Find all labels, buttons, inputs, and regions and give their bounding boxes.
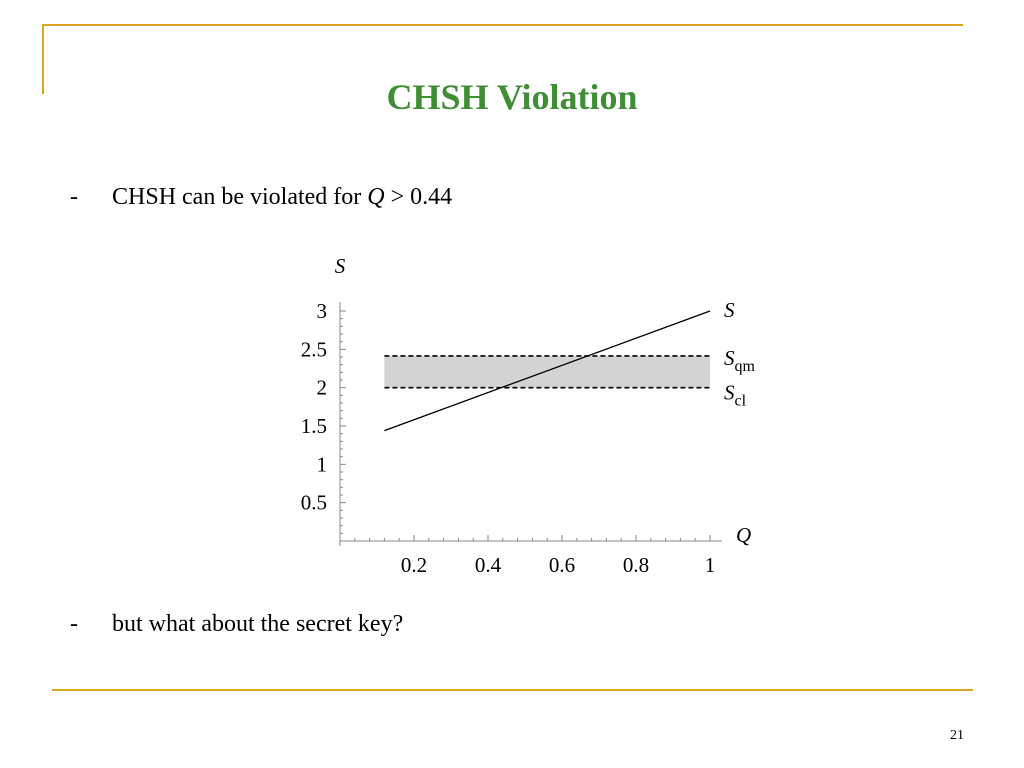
slide-title: CHSH Violation <box>386 77 638 117</box>
y-tick-label: 0.5 <box>300 490 327 515</box>
y-axis-label: S <box>334 254 346 278</box>
bullet-text: but what about the secret key? <box>112 611 404 637</box>
shaded-band <box>384 356 710 388</box>
band-label-qm: $S_{qm}$ <box>724 345 755 375</box>
series-label-S: S <box>724 298 735 322</box>
y-tick-label: 1.5 <box>300 414 327 438</box>
y-tick-label: 2 <box>316 375 327 400</box>
x-axis-label: Q <box>736 523 752 547</box>
x-tick-label: 1 <box>704 553 716 577</box>
x-tick-label: 0.4 <box>474 553 502 577</box>
x-tick-label: 0.2 <box>400 553 428 577</box>
page-number: 21 <box>950 728 964 743</box>
y-tick-label: 3 <box>316 299 327 323</box>
x-tick-label: 0.6 <box>548 553 576 577</box>
bullet-dash: - <box>70 184 78 210</box>
bullet-dash: - <box>70 611 78 637</box>
x-tick-label: 0.8 <box>622 553 650 577</box>
y-tick-label: 2.5 <box>300 337 327 362</box>
bullet-suffix: > 0.44 <box>384 184 453 210</box>
bullet-prefix: CHSH can be violated for <box>112 184 368 210</box>
band-label-cl: $S_{cl}$ <box>724 380 747 410</box>
bullet-variable: Q <box>367 184 385 210</box>
y-tick-label: 1 <box>316 452 327 477</box>
